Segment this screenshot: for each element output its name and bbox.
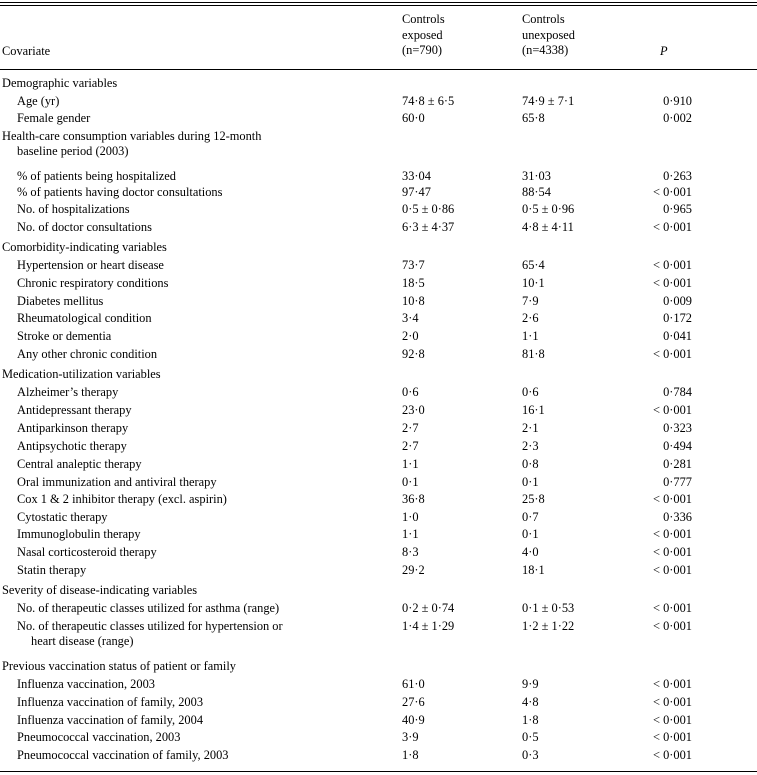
cell-exposed: 23·0 [402,403,425,417]
cell-unexposed: 18·1 [522,563,545,577]
top-rule-1 [0,2,757,3]
cell-p-value: < 0·001 [653,748,692,762]
cell-unexposed: 0·5 ± 0·96 [522,202,575,216]
cell-unexposed: 88·54 [522,185,551,199]
row-label: Chronic respiratory conditions [17,276,169,290]
cell-exposed: 0·6 [402,385,419,399]
row-label: Pneumococcal vaccination of family, 2003 [17,748,229,762]
header-exposed-line1: Controls [402,12,445,26]
section-heading-cont: baseline period (2003) [17,144,129,158]
cell-p-value: 0·041 [663,329,692,343]
row-label: Influenza vaccination, 2003 [17,677,155,691]
cell-exposed: 1·8 [402,748,419,762]
cell-unexposed: 2·3 [522,439,539,453]
row-label: Female gender [17,111,91,125]
row-label: Any other chronic condition [17,347,158,361]
cell-exposed: 1·4 ± 1·29 [402,619,455,633]
row-label: Hypertension or heart disease [17,258,164,272]
cell-exposed: 92·8 [402,347,425,361]
cell-p-value: < 0·001 [653,276,692,290]
header-rule [0,69,757,70]
cell-unexposed: 0·1 ± 0·53 [522,601,575,615]
cell-p-value: 0·336 [663,510,692,524]
header-unexposed [522,12,575,59]
cell-exposed: 3·9 [402,730,419,744]
cell-unexposed: 7·9 [522,294,539,308]
cell-p-value: < 0·001 [653,403,692,417]
row-label: Alzheimer’s therapy [17,385,119,399]
cell-exposed: 0·2 ± 0·74 [402,601,455,615]
row-label: % of patients having doctor consultations [17,185,223,199]
cell-p-value: 0·172 [663,311,692,325]
cell-unexposed: 2·6 [522,311,539,325]
section-heading: Comorbidity-indicating variables [2,240,167,254]
cell-p-value: 0·263 [663,169,692,183]
header-exposed-line2: exposed [402,27,443,42]
cell-exposed: 60·0 [402,111,425,125]
cell-unexposed: 0·6 [522,385,539,399]
header-covariate: Covariate [2,44,51,58]
cell-exposed: 1·1 [402,457,419,471]
row-label: Cytostatic therapy [17,510,108,524]
cell-p-value: 0·910 [663,94,692,108]
cell-p-value: < 0·001 [653,527,692,541]
cell-exposed: 29·2 [402,563,425,577]
row-label: Oral immunization and antiviral therapy [17,475,217,489]
cell-p-value: 0·323 [663,421,692,435]
header-exposed-line3: (n=790) [402,43,443,57]
cell-exposed: 61·0 [402,677,425,691]
cell-unexposed: 2·1 [522,421,539,435]
cell-unexposed: 81·8 [522,347,545,361]
cell-exposed: 40·9 [402,713,425,727]
row-label: Rheumatological condition [17,311,152,325]
row-label: Stroke or dementia [17,329,112,343]
section-heading: Previous vaccination status of patient or family [2,659,236,673]
header-unexposed-line1: Controls [522,12,565,26]
cell-exposed: 1·1 [402,527,419,541]
cell-unexposed: 31·03 [522,169,551,183]
cell-p-value: < 0·001 [653,713,692,727]
header-unexposed-line3: (n=4338) [522,43,569,57]
cell-exposed: 73·7 [402,258,425,272]
cell-p-value: < 0·001 [653,545,692,559]
row-label: Antipsychotic therapy [17,439,127,453]
cell-unexposed: 0·1 [522,475,539,489]
cell-exposed: 36·8 [402,492,425,506]
cell-unexposed: 25·8 [522,492,545,506]
cell-exposed: 6·3 ± 4·37 [402,220,455,234]
cell-unexposed: 0·8 [522,457,539,471]
cell-unexposed: 1·8 [522,713,539,727]
row-label: Nasal corticosteroid therapy [17,545,157,559]
row-label: Age (yr) [17,94,60,108]
cell-p-value: < 0·001 [653,347,692,361]
row-label: No. of therapeutic classes utilized for asthma (range) [17,601,280,615]
cell-p-value: 0·784 [663,385,692,399]
cell-unexposed: 4·0 [522,545,539,559]
cell-unexposed: 10·1 [522,276,545,290]
cell-exposed: 27·6 [402,695,425,709]
cell-p-value: < 0·001 [653,695,692,709]
header-exposed [402,12,445,59]
cell-p-value: < 0·001 [653,258,692,272]
cell-p-value: 0·965 [663,202,692,216]
cell-unexposed: 1·1 [522,329,539,343]
cell-p-value: 0·002 [663,111,692,125]
cell-exposed: 18·5 [402,276,425,290]
cell-exposed: 97·47 [402,185,431,199]
cell-exposed: 0·1 [402,475,419,489]
cell-unexposed: 0·3 [522,748,539,762]
row-label: Antiparkinson therapy [17,421,129,435]
cell-exposed: 2·7 [402,439,419,453]
row-label: Central analeptic therapy [17,457,142,471]
cell-p-value: < 0·001 [653,601,692,615]
cell-p-value: 0·281 [663,457,692,471]
cell-p-value: < 0·001 [653,677,692,691]
cell-exposed: 33·04 [402,169,431,183]
section-heading: Medication-utilization variables [2,367,161,381]
section-heading: Severity of disease-indicating variables [2,583,198,597]
cell-p-value: < 0·001 [653,220,692,234]
cell-unexposed: 74·9 ± 7·1 [522,94,575,108]
bottom-rule [0,771,757,772]
cell-p-value: < 0·001 [653,563,692,577]
cell-exposed: 8·3 [402,545,419,559]
row-label: No. of therapeutic classes utilized for hypertension or [17,619,283,633]
cell-exposed: 10·8 [402,294,425,308]
row-label: No. of hospitalizations [17,202,130,216]
row-label: % of patients being hospitalized [17,169,176,183]
row-label-cont: heart disease (range) [31,634,134,648]
cell-unexposed: 1·2 ± 1·22 [522,619,575,633]
cell-unexposed: 65·4 [522,258,545,272]
cell-exposed: 0·5 ± 0·86 [402,202,455,216]
cell-unexposed: 4·8 ± 4·11 [522,220,574,234]
header-p: P [660,44,668,58]
cell-p-value: < 0·001 [653,185,692,199]
cell-unexposed: 9·9 [522,677,539,691]
cell-p-value: 0·494 [663,439,692,453]
row-label: Influenza vaccination of family, 2003 [17,695,204,709]
cell-unexposed: 0·7 [522,510,539,524]
cell-unexposed: 0·5 [522,730,539,744]
cell-unexposed: 0·1 [522,527,539,541]
row-label: Antidepressant therapy [17,403,132,417]
cell-unexposed: 4·8 [522,695,539,709]
section-heading: Health-care consumption variables during 12-month [2,129,262,143]
row-label: Cox 1 & 2 inhibitor therapy (excl. aspirin) [17,492,227,506]
cell-p-value: < 0·001 [653,730,692,744]
cell-exposed: 74·8 ± 6·5 [402,94,455,108]
cell-unexposed: 65·8 [522,111,545,125]
cell-exposed: 2·0 [402,329,419,343]
row-label: Diabetes mellitus [17,294,104,308]
row-label: Immunoglobulin therapy [17,527,141,541]
cell-exposed: 2·7 [402,421,419,435]
cell-p-value: 0·777 [663,475,692,489]
cell-unexposed: 16·1 [522,403,545,417]
row-label: Influenza vaccination of family, 2004 [17,713,204,727]
header-unexposed-line2: unexposed [522,27,575,42]
row-label: No. of doctor consultations [17,220,152,234]
cell-p-value: 0·009 [663,294,692,308]
row-label: Statin therapy [17,563,87,577]
cell-exposed: 3·4 [402,311,419,325]
top-rule-2 [0,5,757,6]
cell-p-value: < 0·001 [653,492,692,506]
row-label: Pneumococcal vaccination, 2003 [17,730,181,744]
cell-p-value: < 0·001 [653,619,692,633]
cell-exposed: 1·0 [402,510,419,524]
section-heading: Demographic variables [2,76,118,90]
